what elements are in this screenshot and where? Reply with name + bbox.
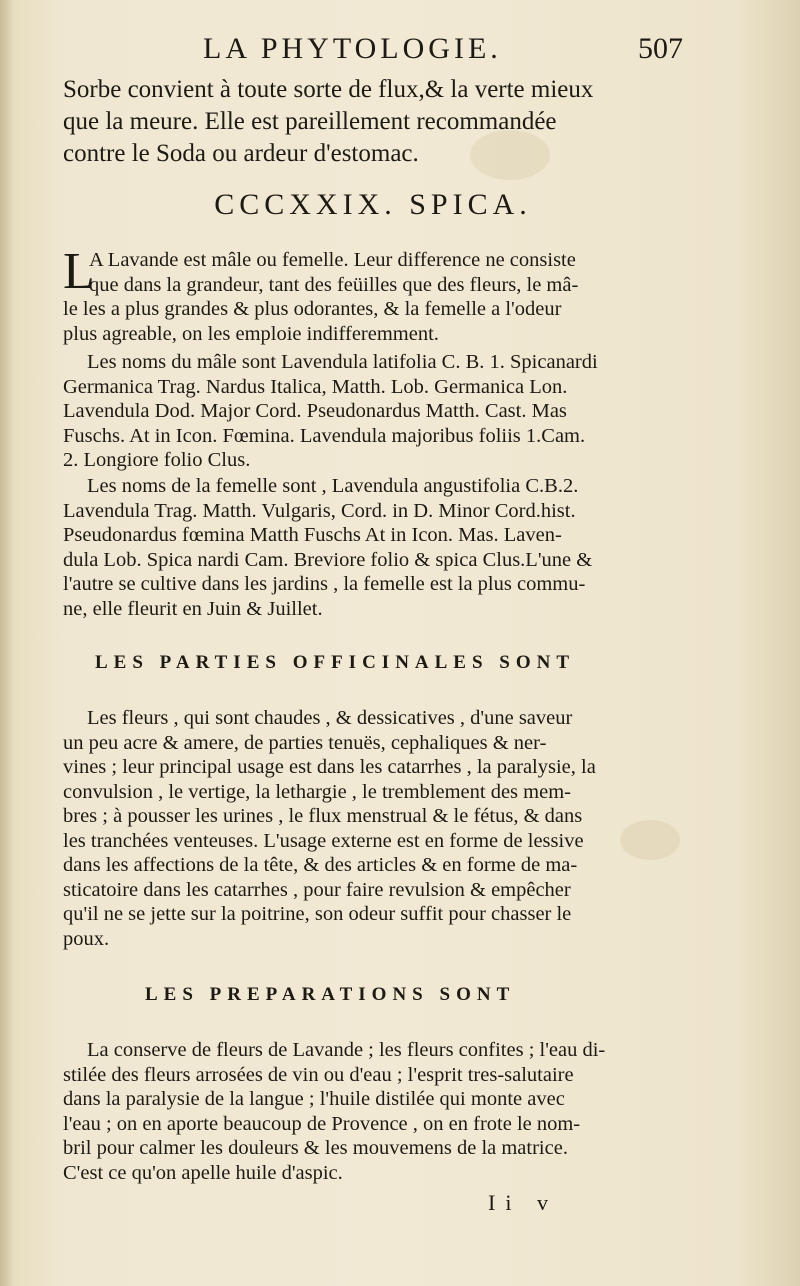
text-line: Les noms de la femelle sont , Lavendula angustifolia C.B.2. [87,475,579,497]
text-line: Fuschs. At in Icon. Fœmina. Lavendula majoribus foliis 1.Cam. [63,424,586,447]
text-line: Les noms du mâle sont Lavendula latifolia C. B. 1. Spicanardi [87,351,598,373]
text-line: dula Lob. Spica nardi Cam. Breviore folio & spica Clus.L'une & [63,548,593,571]
page-gutter-shadow [0,0,14,1286]
drop-cap: L [63,243,95,300]
section-heading-parties: LES PARTIES OFFICINALES SONT [95,652,576,673]
text-line: stilée des fleurs arrosées de vin ou d'eau ; l'esprit tres-salutaire [63,1063,574,1086]
running-title: LA PHYTOLOGIE. [203,32,502,65]
text-line: Sorbe convient à toute sorte de flux,& la verte mieux [63,76,594,103]
text-line: que dans la grandeur, tant des feüilles que des fleurs, le mâ- [89,273,579,296]
text-line: que la meure. Elle est pareillement recommandée [63,108,557,135]
text-line: Lavendula Dod. Major Cord. Pseudonardus Matth. Cast. Mas [63,400,567,422]
text-line: les tranchées venteuses. L'usage externe est en forme de lessive [63,829,584,852]
text-line: qu'il ne se jette sur la poitrine, son odeur suffit pour chasser le [63,903,572,925]
text-line: La conserve de fleurs de Lavande ; les fleurs confites ; l'eau di- [87,1039,606,1061]
text-line: bres ; à pousser les urines , le flux menstrual & le fétus, & dans [63,805,583,827]
signature-mark: Ii v [488,1190,558,1215]
text-line: 2. Longiore folio Clus. [63,449,251,471]
text-line: C'est ce qu'on apelle huile d'aspic. [63,1161,343,1184]
text-line: plus agreable, on les emploie indifferemment. [63,322,439,345]
text-line: dans les affections de la tête, & des articles & en forme de ma- [63,854,578,876]
text-line: sticatoire dans les catarrhes , pour faire revulsion & empêcher [63,878,571,901]
text-line: dans la paralysie de la langue ; l'huile distilée qui monte avec [63,1088,565,1110]
running-head [63,32,683,72]
text-line: bril pour calmer les douleurs & les mouvemens de la matrice. [63,1137,568,1159]
text-line: poux. [63,927,110,950]
paragraph-female-names [63,474,683,621]
intro-paragraph [63,74,683,170]
text-line: l'eau ; on en aporte beaucoup de Provence , on en frote le nom- [63,1112,581,1135]
text-line: Les fleurs , qui sont chaudes , & dessicatives , d'une saveur [87,707,573,729]
paragraph-preparations [63,1038,683,1185]
paragraph-description [63,243,683,346]
text-line: Lavendula Trag. Matth. Vulgaris, Cord. in D. Minor Cord.hist. [63,499,576,522]
text-line: Germanica Trag. Nardus Italica, Matth. Lob. Germanica Lon. [63,375,568,398]
page-number: 507 [638,32,683,65]
text-line: contre le Soda ou ardeur d'estomac. [63,140,419,167]
text-line: le les a plus grandes & plus odorantes, & la femelle a l'odeur [63,298,562,320]
text-line: un peu acre & amere, de parties tenuës, cephaliques & ner- [63,731,547,754]
chapter-title: CCCXXIX. SPICA. [214,188,532,221]
text-line: ne, elle fleurit en Juin & Juillet. [63,597,323,620]
paragraph-parties-officinales [63,706,683,951]
text-line: l'autre se cultive dans les jardins , la femelle est la plus commu- [63,573,586,595]
paragraph-male-names [63,350,683,473]
text-line: Pseudonardus fœmina Matth Fuschs At in Icon. Mas. Laven- [63,524,562,546]
text-line: convulsion , le vertige, la lethargie , le tremblement des mem- [63,780,571,803]
text-line: A Lavande est mâle ou femelle. Leur difference ne consiste [89,249,576,271]
text-line: vines ; leur principal usage est dans les catarrhes , la paralysie, la [63,756,596,778]
section-heading-preparations: LES PREPARATIONS SONT [145,984,516,1005]
